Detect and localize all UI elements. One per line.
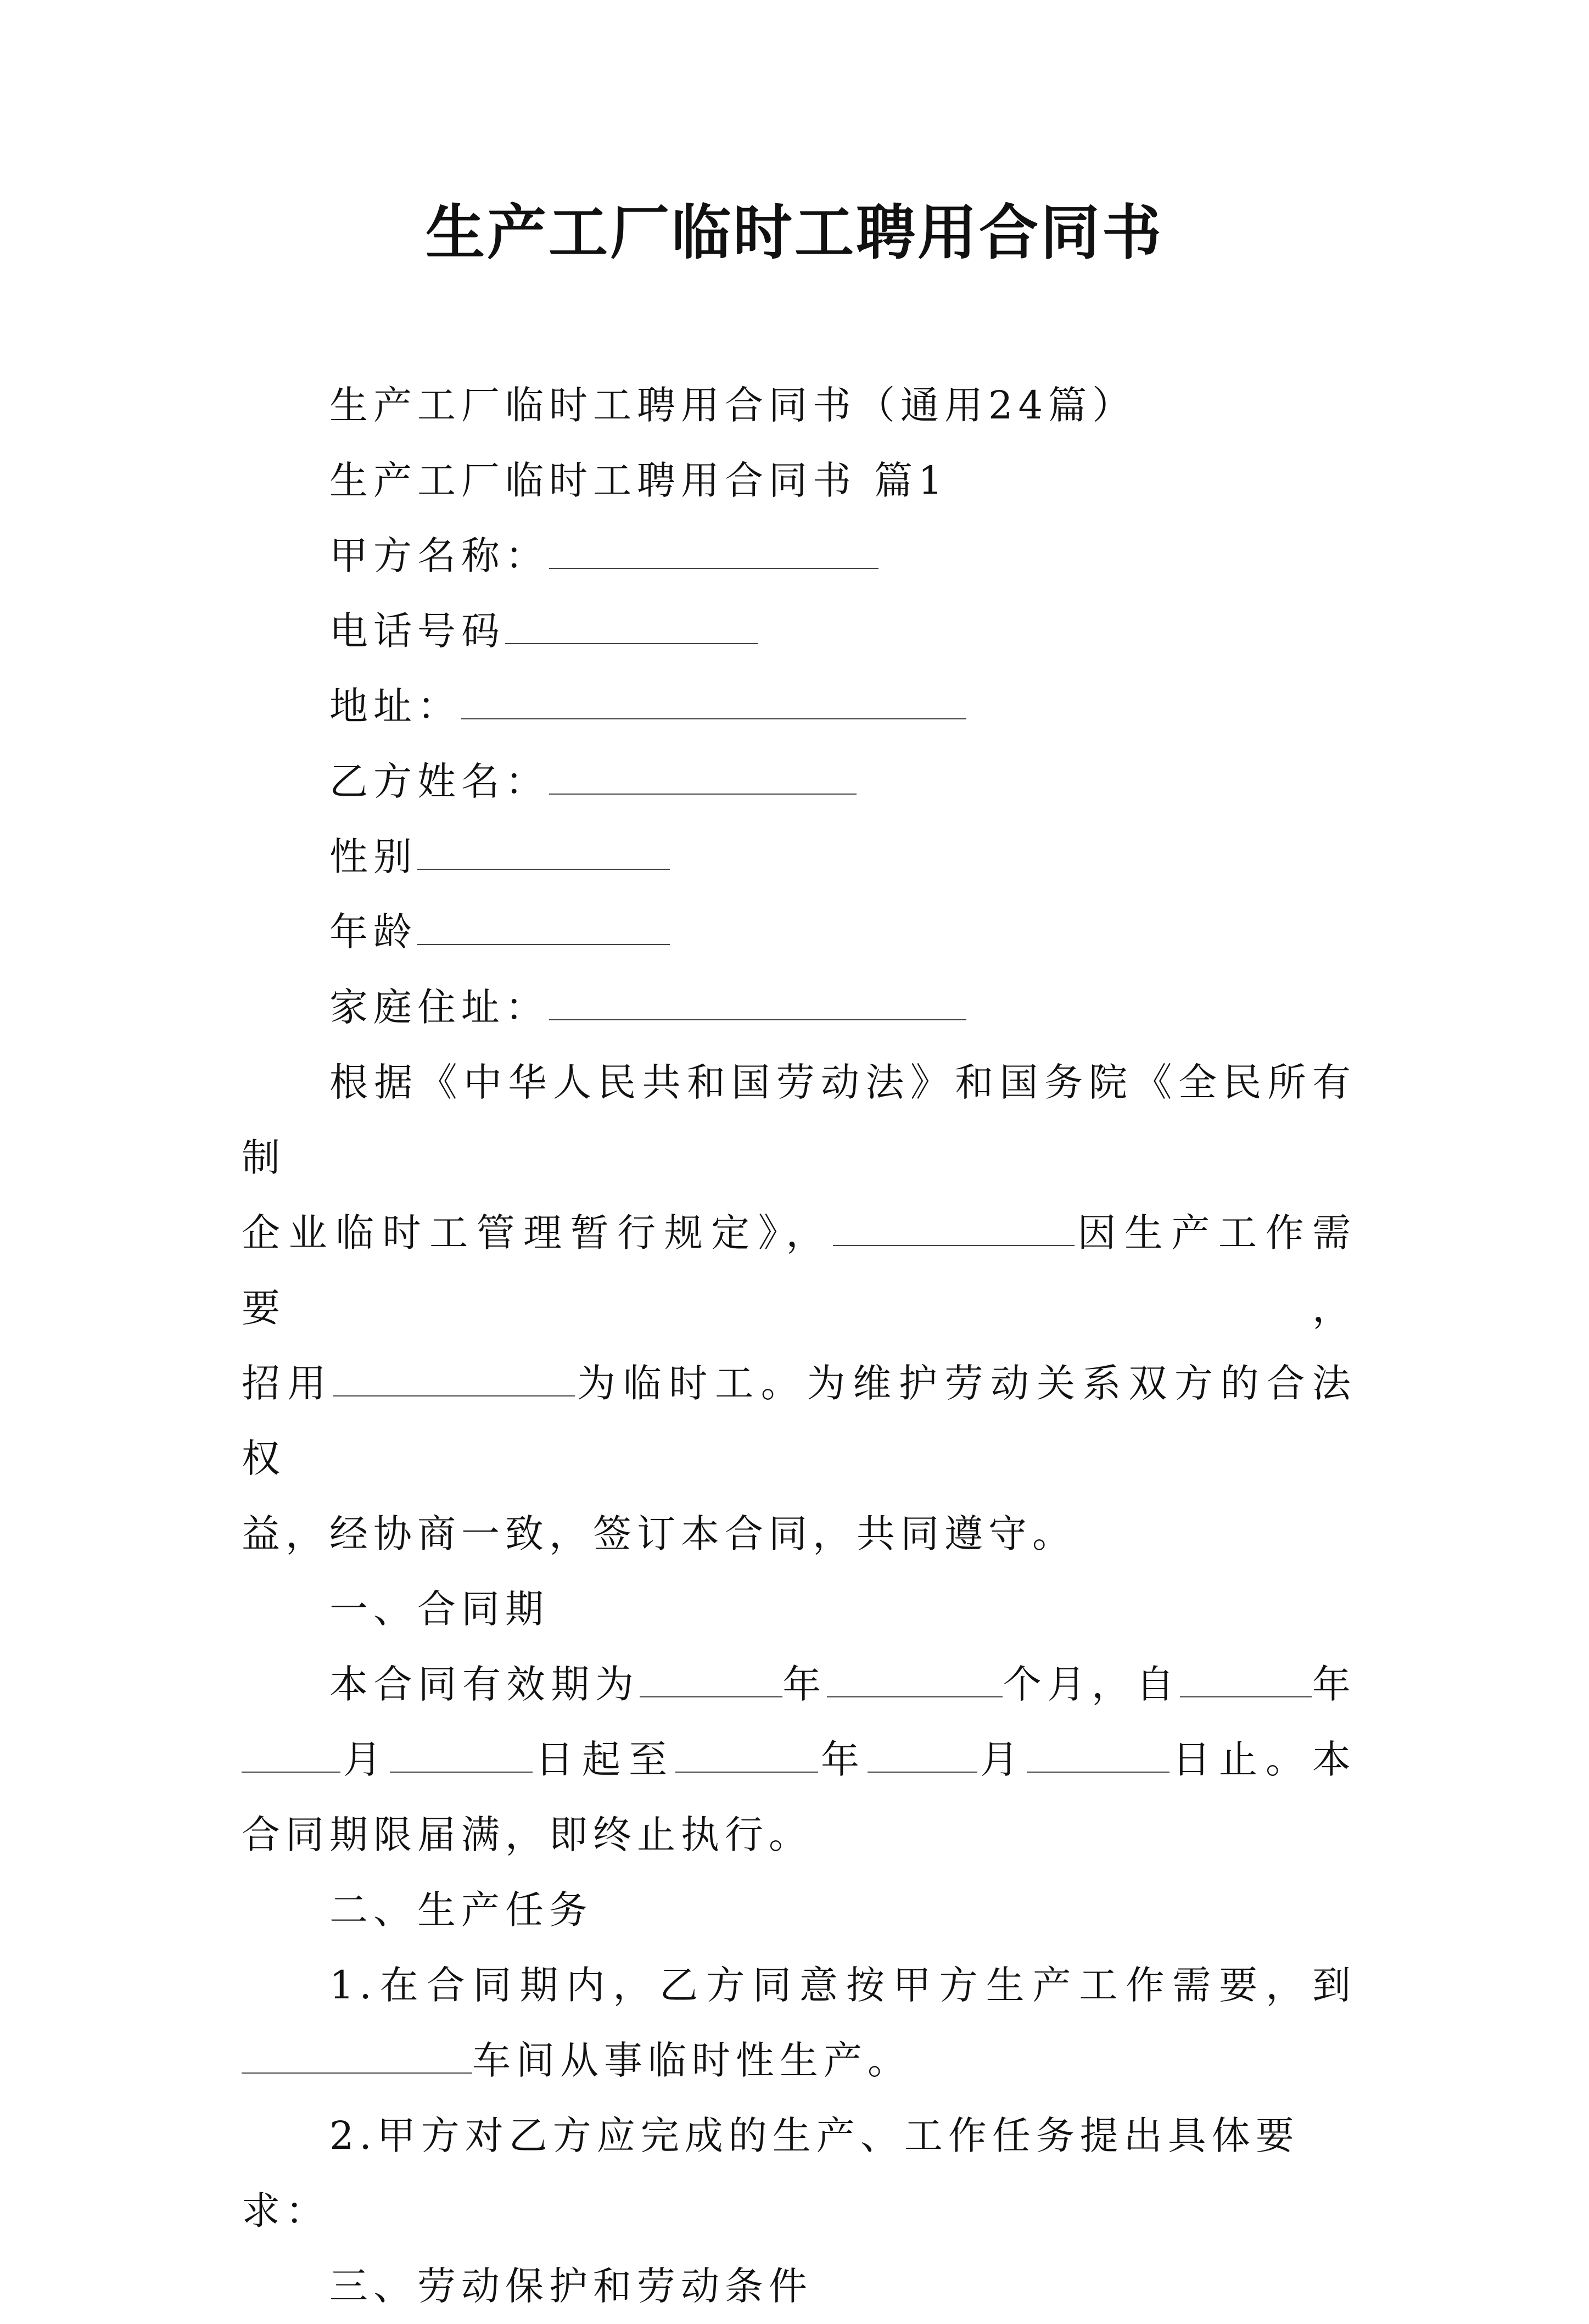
age-label: 年龄: [329, 909, 417, 954]
section-3-heading: 三、劳动保护和劳动条件: [329, 2264, 813, 2309]
workshop-blank[interactable]: [242, 2034, 472, 2074]
party-a-name-line: [242, 518, 1356, 594]
party-a-name-label: 甲方名称：: [329, 533, 549, 578]
address-label: 地址：: [329, 684, 461, 729]
section-heading: 生产工厂临时工聘用合同书 篇1: [329, 458, 948, 503]
term-months-blank[interactable]: [827, 1658, 1003, 1697]
term-years-blank[interactable]: [640, 1658, 782, 1697]
contract-term-paragraph: [242, 1647, 1356, 1873]
address-blank[interactable]: [461, 680, 966, 719]
phone-blank[interactable]: [505, 605, 758, 644]
section-2-heading: 二、生产任务: [329, 1887, 593, 1932]
end-month-blank[interactable]: [868, 1733, 977, 1773]
document-subtitle: 生产工厂临时工聘用合同书（通用24篇）: [329, 383, 1137, 428]
preamble-line: 益，经协商一致，签订本合同，共同遵守。: [242, 1511, 1076, 1556]
end-year-blank[interactable]: [675, 1733, 818, 1773]
preamble-line: 招用 为临时工。为维护劳动关系双方的合法权: [242, 1346, 1356, 1496]
phone-label: 电话号码: [329, 608, 505, 653]
start-day-blank[interactable]: [390, 1733, 533, 1773]
home-address-line: [242, 970, 1356, 1045]
term-line: 合同期限届满，即终止执行。: [242, 1812, 813, 1857]
gender-blank[interactable]: [417, 830, 670, 870]
document-title: 生产工厂临时工聘用合同书: [425, 199, 1163, 267]
gender-label: 性别: [329, 834, 417, 879]
start-year-blank[interactable]: [1180, 1658, 1312, 1697]
end-day-blank[interactable]: [1027, 1733, 1170, 1773]
home-address-label: 家庭住址：: [329, 985, 549, 1030]
section-1-heading: 一、合同期: [329, 1586, 549, 1632]
term-line: 月 日起至 年 月 日止。本: [242, 1722, 1356, 1797]
term-line: 本合同有效期为 年 个月，自 年: [242, 1647, 1356, 1722]
party-b-name-label: 乙方姓名：: [329, 759, 549, 804]
party-b-name-line: [242, 744, 1356, 819]
phone-line: [242, 594, 1356, 669]
employer-blank[interactable]: [833, 1206, 1075, 1246]
party-b-name-blank[interactable]: [549, 755, 857, 795]
task-1-line: 1.在合同期内，乙方同意按甲方生产工作需要，到: [329, 1963, 1356, 2008]
task-1-paragraph: [242, 1948, 1356, 2098]
start-month-blank[interactable]: [242, 1733, 340, 1773]
age-blank[interactable]: [417, 906, 670, 945]
employee-blank[interactable]: [333, 1357, 575, 1396]
task-1-line: 车间从事临时性生产。: [242, 2023, 1356, 2098]
address-line: [242, 669, 1356, 744]
preamble-paragraph: [242, 1045, 1356, 1572]
task-2-paragraph: 2.甲方对乙方应完成的生产、工作任务提出具体要求：: [242, 2113, 1300, 2233]
home-address-blank[interactable]: [549, 981, 966, 1020]
gender-line: [242, 819, 1356, 895]
document-body: [242, 368, 1356, 2324]
party-a-name-blank[interactable]: [549, 529, 879, 569]
preamble-line: 根据《中华人民共和国劳动法》和国务院《全民所有制: [242, 1060, 1356, 1180]
age-line: [242, 895, 1356, 970]
preamble-line: 企业临时工管理暂行规定》， 因生产工作需要，: [242, 1195, 1356, 1346]
